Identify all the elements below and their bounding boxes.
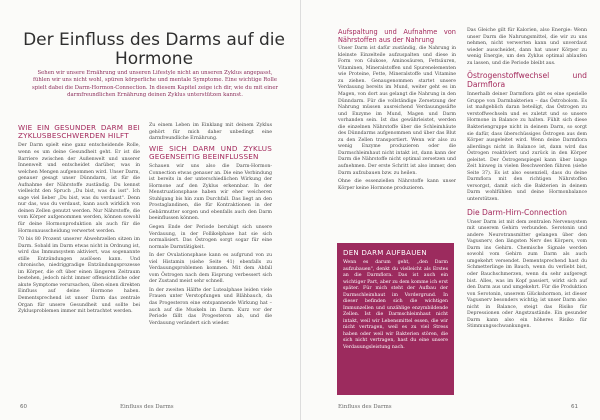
section-heading-nutrients: Aufspaltung und Aufnahme von Nährstoffen aus der Nahrung: [338, 28, 456, 44]
paragraph: Der Darm spielt eine ganz entscheidende Rolle, wenn es um deine Gesundheit geht. Er ist die Barriere zwischen der Außenwelt und unserer Innenwelt und entscheidet darüber, was in welchen Mengen aufgenommen wird. Unser Darm, genauer gesagt unser Dünndarm, ist für die Aufnahme der Nährstoffe zuständig. Du kennst vielleicht den Spruch „Du bist, was du isst". Ich sage viel lieber „Du bist, was du verdaust". Denn nur das, was du verdaust, kann auch wirklich von deinen Zellen genutzt werden. Nur Nährstoffe, die vom Körper aufgenommen werden, können sowohl für deine Hormonproduktion als auch für die Hormonausscheidung verwertet werden.: [18, 143, 140, 234]
paragraph: Schauen wir uns also die Darm-Hormon-Connection etwas genauer an. Die eine Verbindung ist bereits in der unterschiedlichen Wirkung der Hormone auf den Zyklus erkennbar. In der Menstruationsphase haben wir eher weicheren Stuhlgang bis hin zum Durchfall. Das liegt an den Prostaglandinen, die für Kontraktionen in der Gebärmutter sorgen und ebenfalls auch den Darm beeinflussen können.: [149, 164, 272, 222]
paragraph: 70 bis 80 Prozent unserer Abwehrzellen sitzen im Darm. Sobald im Darm etwas nicht in Ordnung ist, wird das Immunsystem aktiviert, was sogenannte stille Entzündungen auslösen kann. Und chronische, niedriggradige Entzündungsprozesse im Körper, die oft über einen längeren Zeitraum bestehen, jedoch nicht immer offensichtliche oder akute Symptome verursachen, üben einen direkten Einfluss auf deine Hormone haben. Dementsprechend ist unser Darm das zentrale Organ für unsere Gesundheit und sollte bei Zyklusproblemen immer mit betrachtet werden.: [18, 237, 140, 315]
paragraph: Das Gleiche gilt für Kalorien, also Energie: Wenn unser Darm die Nahrungsmittel, die wir zu uns nehmen, nicht verwerten kann und unverdaut wieder ausscheidet, dann hat unser Körper zu wenig Energie, um den Zyklus optimal ablaufen zu lassen, und die Periode bleibt aus.: [467, 28, 587, 66]
paragraph: Innerhalb deiner Darmflora gibt es eine spezielle Gruppe von Darmbakterien – das Östrobolom. Es ist maßgeblich daran beteiligt, das Östrogen zu verstoffwechseln und es zuletzt und so unsere Hormone in Balance zu halten. Fühlt sich diese Bakteriengruppe nicht in deinem Darm, so sorgt sie dafür, dass überschüssiges Östrogen aus dem Körper ausgeleitet wird. Wenn deine Darmflora allerdings nicht in Balance ist, dann wird das Östrogen reaktiviert und zurück in den Körper geleitet. Der Östrogenspiegel kann über lange Zeit hinweg in vielen Beschwerden führen (siehe Seite 37). Es ist also essenziell, dass du deine Darmflora mit den richtigen Nährstoffen versorgst, damit sich die Bakterien in deinem Darm wohlfühlen und deine Hormonbalance unterstützen.: [467, 92, 587, 203]
right-column-1: [338, 28, 456, 194]
paragraph: Ohne die essenziellen Nährstoffe kann unser Körper keine Hormone produzieren.: [338, 179, 456, 191]
section-heading-gut-cycle: WIE SICH DARM UND ZYKLUS GEGENSEITIG BEEINFLUSSEN: [149, 143, 272, 161]
paragraph: Unser Darm ist mit dem zentralen Nervensystem mit unserem Gehirn verbunden. Serotonin und andere Neurotransmitter gelangen über den Vagusnerv, den längsten Nerv des Körpers, vom Darm ins Gehirn. Chemische Signale werden sowohl vom Gehirn zum Darm als auch umgekehrt versendet. Dementsprechend hast du Schmetterlinge im Bauch, wenn du verliebt bist, oder Bauchschmerzen, wenn du sehr aufgeregt bist. Alles, was im Kopf passiert, wirkt sich auf den Darm aus und umgekehrt. Für die Produktion von Serotonin, unserem Glückshormon, ist dieser Vagusnerv besonders wichtig; ist unser Darm also nicht in Balance, steigt das Risiko für Depressionen oder Angstzustände. Ein gesunder Darm kann also ein höheres Risiko für Stimmungsschwankungen.: [467, 219, 587, 330]
paragraph: Unser Darm ist dafür zuständig, die Nahrung in kleinste Einzelteile aufzuspalten und diese in Form von Glukose, Aminosäuren, Fettsäuren, Vitaminen, Mineralstoffen und Spurenelementen wie Proteine, Fette, Mineralstoffe und Vitamine zu ziehen. Genaugenommen startet unsere Verdauung bereits im Mund, weiter geht es im Magen, von dort aus gelangt die Nahrung in den Dünndarm. Für die vollständige Zersetzung der Nahrung müssen ausreichend Verdauungssäfte und Enzyme im Mund, Magen und Darm vorhanden sein. Ist das gewährleistet, werden die einzelnen Nährstoffe über die Schleimhäute des Dünndarms aufgenommen und über das Blut zu den Zellen transportiert. Wenn wir also zu wenig Enzyme produzieren oder die Darmschleimhaut nicht intakt ist, dann kann der Darm die Nährstoffe nicht optimal zersetzen und aufnehmen. Der erste Schritt ist also immer, den Darm aufzubauen bzw. zu heilen.: [338, 46, 456, 176]
section-heading-estrogen: Östrogenstoffwechsel und Darmflora: [467, 71, 587, 90]
info-box-darm-aufbauen: [337, 243, 454, 395]
intro-paragraph: Sehen wir unsere Ernährung und unseren Lifestyle nicht an unseren Zyklus angepasst, fühlen wir uns nicht wohl, spüren körperliche und mentale Symptome. Eine wichtige Rolle spielt dabei die Darm-Hormon-Connection. In diesem Kapitel zeige ich dir, wie du mit einer darmfreundlichen Ernährung deinen Zyklus unterstützen kannst.: [31, 70, 279, 99]
page-number-right: 61: [571, 404, 578, 410]
paragraph: In der Ovulationsphase kann es aufgrund von zu viel Histamin (siehe Seite 41) ebenfalls zu Verdauungsproblemen kommen. Mit dem Abfall vom Östrogen nach dem Eisprung verbessert sich der Zustand meist sehr schnell.: [149, 253, 272, 285]
section-heading-gut-health: WIE EIN GESUNDER DARM BEI ZYKLUSBESCHWERDEN HILFT: [18, 123, 140, 141]
left-column-1: [18, 123, 140, 318]
page-title: Der Einfluss des Darms auf die Hormone: [23, 30, 285, 69]
left-column-2: [149, 123, 272, 329]
paragraph: Gegen Ende der Periode beruhigt sich unsere Verdauung, in der Follikelphase hat sie sich normalisiert. Das Östrogen sorgt sogar für eine normale Darmtätigkeit.: [149, 224, 272, 250]
running-title-left: Einfluss des Darms: [120, 404, 174, 410]
running-title-right: Einfluss des Darms: [338, 404, 392, 410]
paragraph: Zu einem Leben im Einklang mit deinem Zyklus gehört für mich daher unbedingt eine darmfreundliche Ernährung.: [149, 123, 272, 142]
right-column-2: [467, 28, 587, 333]
info-box-text: Wenn es darum geht, „den Darm aufzubauen", denkt du vielleicht als Erstes an die Darmflora. Das ist auch ein wichtiger Part, aber zu dem komme ich erst später. Für mich steht der Aufbau der Darmschleimhaut im Vordergrund. In dieser befinden sich die wichtigen Immunzellen und unzählige enzymbildende Zellen. Ist die Darmschleimhaut nicht intakt, weil wir Lebensmittel essen, die wir nicht vertragen, weil es zu viel Stress haben oder weil wir Bakterien stören, die sich nicht vertragen, hast du eine unsere Verdauungsleistung nach.: [343, 260, 448, 350]
info-box-heading: DEN DARM AUFBAUEN: [343, 249, 427, 257]
paragraph: In der zweiten Hälfte der Lutealphase leiden viele Frauen unter Verstopfungen und Blähbauch, da das Progesteron eine entspannende Wirkung hat – auch auf die Muskeln im Darm. Kurz vor der Periode fällt das Progesteron ab, und die Verdauung verändert sich wieder.: [149, 287, 272, 326]
page-number-left: 60: [20, 404, 27, 410]
section-heading-gut-brain: Die Darm-Hirn-Connection: [467, 207, 567, 217]
